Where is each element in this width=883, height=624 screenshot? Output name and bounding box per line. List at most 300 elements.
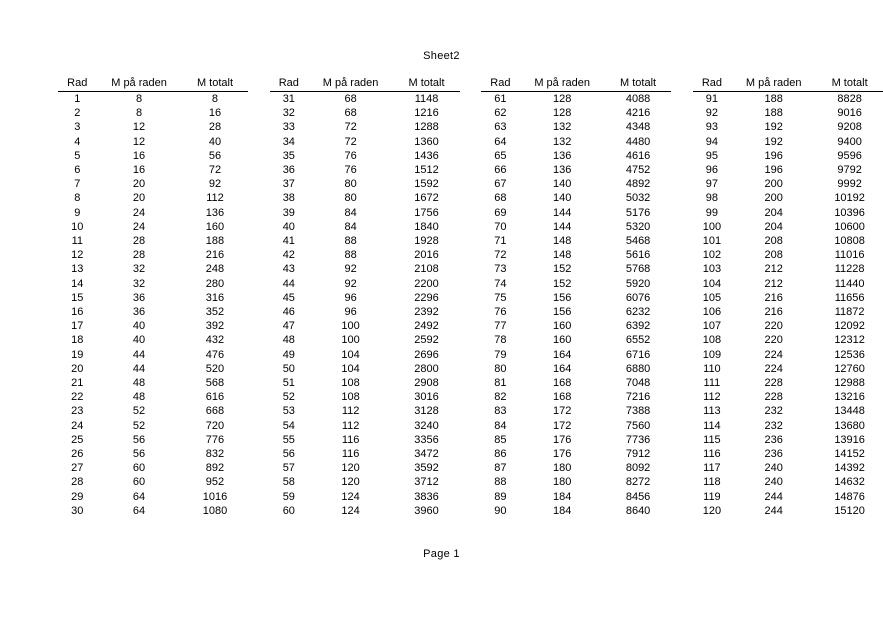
table-cell: 1216 xyxy=(414,107,439,120)
column-header: M på raden xyxy=(731,76,816,92)
table-cell: 120 xyxy=(702,504,722,517)
table-row xyxy=(693,92,883,107)
table-row xyxy=(693,277,883,291)
table-cell: 23 xyxy=(71,405,84,418)
table-header-row xyxy=(693,76,883,92)
table-row xyxy=(481,92,671,107)
column-header: M på raden xyxy=(520,76,605,92)
table-cell: 29 xyxy=(71,490,84,503)
table-row xyxy=(58,362,248,376)
table-cell: 92 xyxy=(208,178,222,191)
table-cell: 12 xyxy=(132,135,146,148)
table-row xyxy=(58,248,248,262)
table-cell: 71 xyxy=(494,235,507,248)
table-row xyxy=(693,262,883,276)
table-row xyxy=(270,447,460,461)
table-row xyxy=(481,376,671,390)
table-cell: 73 xyxy=(494,263,507,276)
table-row xyxy=(270,177,460,191)
table-cell: 28 xyxy=(208,121,222,134)
table-cell: 52 xyxy=(132,405,146,418)
table-row xyxy=(481,475,671,489)
table-cell: 28 xyxy=(132,249,146,262)
table-cell: 3128 xyxy=(414,405,439,418)
table-cell: 12092 xyxy=(834,320,865,333)
page-footer: Page 1 xyxy=(423,548,460,560)
table-row xyxy=(481,447,671,461)
table-row xyxy=(693,248,883,262)
table-cell: 84 xyxy=(494,419,507,432)
table-cell: 27 xyxy=(71,462,84,475)
table-cell: 6 xyxy=(74,164,81,177)
data-table xyxy=(693,76,883,518)
table-row xyxy=(58,404,248,418)
table-cell: 63 xyxy=(494,121,507,134)
table-cell: 4 xyxy=(74,135,81,148)
table-cell: 68 xyxy=(494,192,507,205)
table-cell: 103 xyxy=(702,263,722,276)
table-row xyxy=(481,348,671,362)
table-cell: 80 xyxy=(494,362,507,375)
table-row xyxy=(693,191,883,205)
table-cell: 22 xyxy=(71,391,84,404)
table-cell: 616 xyxy=(205,391,225,404)
table-cell: 8 xyxy=(74,192,81,205)
table-cell: 115 xyxy=(703,433,721,446)
table-cell: 86 xyxy=(494,448,507,461)
table-row xyxy=(481,404,671,418)
table-row xyxy=(481,362,671,376)
table-cell: 28 xyxy=(71,476,84,489)
table-cell: 156 xyxy=(552,306,572,319)
table-cell: 12 xyxy=(132,121,146,134)
table-cell: 228 xyxy=(764,391,783,404)
table-cell: 20 xyxy=(132,192,146,205)
table-cell: 8 xyxy=(135,93,143,105)
table-cell: 128 xyxy=(552,107,572,120)
table-cell: 9400 xyxy=(837,135,862,148)
table-cell: 152 xyxy=(552,277,572,290)
table-cell: 568 xyxy=(205,377,225,390)
table-cell: 58 xyxy=(282,476,295,489)
table-cell: 13216 xyxy=(834,391,865,404)
table-cell: 20 xyxy=(71,362,84,375)
table-row xyxy=(693,149,883,163)
table-cell: 112 xyxy=(341,405,360,418)
table-cell: 60 xyxy=(282,504,295,517)
table-cell: 176 xyxy=(552,448,572,461)
table-cell: 57 xyxy=(282,462,295,475)
table-row xyxy=(58,191,248,205)
table-cell: 5032 xyxy=(625,192,651,205)
table-cell: 96 xyxy=(344,291,357,304)
table-cell: 5616 xyxy=(625,249,651,262)
table-cell: 68 xyxy=(344,107,357,120)
table-cell: 1840 xyxy=(414,220,439,233)
table-cell: 244 xyxy=(764,490,783,503)
table-row xyxy=(58,120,248,134)
table-row xyxy=(693,461,883,475)
table-cell: 7736 xyxy=(625,433,651,446)
table-row xyxy=(58,475,248,489)
table-row xyxy=(58,419,248,433)
table-cell: 52 xyxy=(132,419,146,432)
table-cell: 99 xyxy=(705,206,719,219)
table-cell: 668 xyxy=(205,405,225,418)
table-cell: 216 xyxy=(764,306,783,319)
table-cell: 89 xyxy=(494,490,507,503)
table-cell: 392 xyxy=(205,320,225,333)
table-cell: 216 xyxy=(205,249,225,262)
table-cell: 3712 xyxy=(414,476,439,489)
table-row xyxy=(693,177,883,191)
table-cell: 11016 xyxy=(834,249,865,262)
table-row xyxy=(58,490,248,504)
table-cell: 9992 xyxy=(837,178,862,191)
table-cell: 132 xyxy=(552,121,572,134)
table-cell: 116 xyxy=(341,433,360,446)
table-cell: 76 xyxy=(344,149,357,162)
table-cell: 244 xyxy=(764,504,783,517)
table-cell: 228 xyxy=(764,377,783,390)
table-cell: 172 xyxy=(552,419,572,432)
table-row xyxy=(58,291,248,305)
table-cell: 11228 xyxy=(834,263,865,276)
table-cell: 7560 xyxy=(625,419,651,432)
table-cell: 7216 xyxy=(625,391,651,404)
table-cell: 61 xyxy=(494,93,507,105)
table-cell: 132 xyxy=(552,135,572,148)
table-cell: 16 xyxy=(132,149,146,162)
table-cell: 180 xyxy=(552,462,572,475)
table-row xyxy=(693,319,883,333)
table-cell: 1016 xyxy=(202,490,228,503)
table-cell: 3016 xyxy=(414,391,439,404)
table-row xyxy=(693,163,883,177)
table-cell: 11440 xyxy=(834,277,865,290)
table-cell: 24 xyxy=(132,220,146,233)
table-cell: 3472 xyxy=(414,448,439,461)
table-cell: 184 xyxy=(552,490,572,503)
table-cell: 2392 xyxy=(414,306,439,319)
table-cell: 12312 xyxy=(834,334,865,347)
table-cell: 9016 xyxy=(837,107,862,120)
table-cell: 108 xyxy=(341,391,360,404)
table-row xyxy=(270,362,460,376)
table-row xyxy=(481,291,671,305)
table-cell: 188 xyxy=(764,107,783,120)
table-cell: 8 xyxy=(211,93,219,105)
table-cell: 94 xyxy=(705,135,719,148)
table-row xyxy=(481,234,671,248)
table-cell: 111 xyxy=(703,377,721,390)
table-cell: 65 xyxy=(494,149,507,162)
table-cell: 39 xyxy=(282,206,295,219)
table-row xyxy=(693,305,883,319)
table-cell: 72 xyxy=(494,249,507,262)
table-cell: 64 xyxy=(494,135,507,148)
table-cell: 35 xyxy=(282,149,295,162)
table-cell: 69 xyxy=(494,206,507,219)
table-cell: 212 xyxy=(764,277,783,290)
table-cell: 8828 xyxy=(837,93,862,105)
table-cell: 176 xyxy=(552,433,572,446)
table-row xyxy=(58,319,248,333)
table-cell: 18 xyxy=(71,334,84,347)
table-row xyxy=(693,135,883,149)
table-cell: 124 xyxy=(341,504,360,517)
table-cell: 78 xyxy=(494,334,507,347)
table-cell: 32 xyxy=(282,107,295,120)
table-cell: 16 xyxy=(208,107,222,120)
data-table xyxy=(270,76,460,518)
table-cell: 160 xyxy=(552,320,572,333)
table-cell: 10 xyxy=(71,220,84,233)
table-cell: 51 xyxy=(282,377,295,390)
table-cell: 120 xyxy=(341,476,360,489)
table-row xyxy=(270,504,460,518)
table-cell: 70 xyxy=(494,220,507,233)
table-cell: 34 xyxy=(282,135,295,148)
table-cell: 4348 xyxy=(625,121,651,134)
table-cell: 56 xyxy=(282,448,295,461)
table-cell: 156 xyxy=(552,291,572,304)
table-cell: 9 xyxy=(74,206,81,219)
table-cell: 11872 xyxy=(834,306,865,319)
table-cell: 104 xyxy=(341,362,360,375)
table-row xyxy=(58,177,248,191)
table-cell: 44 xyxy=(132,348,146,361)
table-row xyxy=(270,120,460,134)
column-header: Rad xyxy=(481,76,520,92)
table-cell: 136 xyxy=(552,149,572,162)
table-cell: 13448 xyxy=(834,405,865,418)
table-cell: 91 xyxy=(705,93,719,105)
table-row xyxy=(693,234,883,248)
table-cell: 96 xyxy=(705,164,719,177)
table-row xyxy=(270,376,460,390)
table-cell: 102 xyxy=(702,249,722,262)
table-cell: 10808 xyxy=(834,235,865,248)
table-cell: 106 xyxy=(702,306,722,319)
table-cell: 1756 xyxy=(414,206,439,219)
table-row xyxy=(270,348,460,362)
table-cell: 74 xyxy=(494,277,507,290)
table-cell: 200 xyxy=(764,192,783,205)
table-cell: 98 xyxy=(705,192,719,205)
table-cell: 6232 xyxy=(625,306,651,319)
table-cell: 32 xyxy=(132,263,146,276)
table-cell: 12988 xyxy=(834,377,865,390)
table-cell: 128 xyxy=(552,93,572,105)
table-cell: 104 xyxy=(341,348,360,361)
table-cell: 12760 xyxy=(834,362,865,375)
table-cell: 54 xyxy=(282,419,295,432)
table-cell: 79 xyxy=(494,348,507,361)
table-cell: 14152 xyxy=(834,448,865,461)
table-cell: 240 xyxy=(764,462,783,475)
table-cell: 216 xyxy=(764,291,783,304)
table-cell: 80 xyxy=(344,178,357,191)
table-row xyxy=(270,433,460,447)
table-cell: 43 xyxy=(282,263,295,276)
table-cell: 95 xyxy=(705,149,719,162)
table-row xyxy=(481,163,671,177)
table-row xyxy=(481,390,671,404)
table-cell: 101 xyxy=(702,235,722,248)
table-row xyxy=(481,262,671,276)
table-row xyxy=(481,220,671,234)
table-row xyxy=(58,206,248,220)
table-cell: 25 xyxy=(71,433,84,446)
table-cell: 204 xyxy=(764,206,783,219)
table-cell: 92 xyxy=(344,277,357,290)
table-row xyxy=(270,475,460,489)
table-cell: 26 xyxy=(71,448,84,461)
table-cell: 140 xyxy=(552,178,572,191)
column-header: M totalt xyxy=(816,76,883,92)
table-row xyxy=(693,447,883,461)
table-cell: 82 xyxy=(494,391,507,404)
table-cell: 112 xyxy=(206,192,224,205)
table-cell: 76 xyxy=(344,164,357,177)
table-row xyxy=(481,206,671,220)
table-cell: 124 xyxy=(341,490,360,503)
table-row xyxy=(481,504,671,518)
table-cell: 92 xyxy=(344,263,357,276)
table-cell: 2108 xyxy=(414,263,439,276)
table-cell: 8456 xyxy=(625,490,651,503)
table-cell: 87 xyxy=(494,462,507,475)
table-cell: 21 xyxy=(71,377,84,390)
table-cell: 30 xyxy=(71,504,84,517)
table-row xyxy=(58,376,248,390)
table-cell: 75 xyxy=(494,291,507,304)
table-cell: 83 xyxy=(494,405,507,418)
table-row xyxy=(270,461,460,475)
table-cell: 40 xyxy=(282,220,295,233)
table-cell: 164 xyxy=(552,348,572,361)
table-cell: 144 xyxy=(552,220,572,233)
table-cell: 352 xyxy=(205,306,225,319)
table-cell: 224 xyxy=(764,362,783,375)
table-cell: 7048 xyxy=(625,377,651,390)
table-cell: 3356 xyxy=(414,433,439,446)
table-row xyxy=(58,135,248,149)
table-cell: 49 xyxy=(282,348,295,361)
table-cell: 192 xyxy=(764,135,783,148)
table-cell: 48 xyxy=(132,377,146,390)
table-block xyxy=(693,76,883,518)
table-cell: 180 xyxy=(552,476,572,489)
table-cell: 33 xyxy=(282,121,295,134)
table-row xyxy=(481,191,671,205)
table-row xyxy=(270,333,460,347)
table-row xyxy=(693,390,883,404)
table-cell: 93 xyxy=(705,121,719,134)
table-cell: 476 xyxy=(205,348,225,361)
table-cell: 520 xyxy=(205,362,225,375)
table-cell: 5176 xyxy=(625,206,651,219)
table-cell: 36 xyxy=(132,291,146,304)
table-row xyxy=(58,92,248,107)
table-cell: 7 xyxy=(74,178,81,191)
table-row xyxy=(270,319,460,333)
table-row xyxy=(270,92,460,107)
table-cell: 4480 xyxy=(625,135,651,148)
table-cell: 4616 xyxy=(625,149,651,162)
table-cell: 90 xyxy=(494,504,507,517)
table-cell: 9792 xyxy=(837,164,862,177)
table-cell: 47 xyxy=(282,320,295,333)
table-row xyxy=(58,390,248,404)
column-header: Rad xyxy=(693,76,732,92)
table-cell: 136 xyxy=(205,206,225,219)
table-cell: 108 xyxy=(702,334,722,347)
table-cell: 114 xyxy=(703,419,721,432)
table-cell: 113 xyxy=(703,405,721,418)
table-row xyxy=(481,419,671,433)
table-row xyxy=(58,447,248,461)
table-cell: 11 xyxy=(71,235,83,248)
table-cell: 116 xyxy=(341,448,360,461)
table-cell: 2800 xyxy=(414,362,439,375)
table-cell: 232 xyxy=(764,419,783,432)
table-cell: 952 xyxy=(205,476,225,489)
table-row xyxy=(270,277,460,291)
table-cell: 6552 xyxy=(625,334,651,347)
table-cell: 172 xyxy=(552,405,572,418)
table-cell: 5320 xyxy=(625,220,651,233)
table-cell: 1 xyxy=(74,93,81,105)
table-cell: 1672 xyxy=(414,192,439,205)
table-cell: 160 xyxy=(552,334,572,347)
table-cell: 72 xyxy=(344,121,357,134)
table-cell: 59 xyxy=(282,490,295,503)
table-row xyxy=(693,106,883,120)
table-cell: 236 xyxy=(764,448,783,461)
table-cell: 208 xyxy=(764,249,783,262)
table-cell: 48 xyxy=(132,391,146,404)
table-row xyxy=(58,262,248,276)
table-cell: 5768 xyxy=(625,263,651,276)
table-cell: 100 xyxy=(702,220,722,233)
table-cell: 80 xyxy=(344,192,357,205)
table-cell: 112 xyxy=(703,391,721,404)
table-cell: 2492 xyxy=(414,320,439,333)
table-cell: 832 xyxy=(205,448,225,461)
table-cell: 10396 xyxy=(834,206,865,219)
table-cell: 16 xyxy=(71,306,84,319)
table-cell: 20 xyxy=(132,178,146,191)
table-cell: 316 xyxy=(205,291,225,304)
table-cell: 144 xyxy=(552,206,572,219)
table-cell: 11656 xyxy=(834,291,865,304)
table-cell: 120 xyxy=(341,462,360,475)
table-cell: 19 xyxy=(71,348,84,361)
table-cell: 84 xyxy=(344,220,357,233)
data-table xyxy=(58,76,248,518)
table-row xyxy=(481,305,671,319)
table-cell: 240 xyxy=(764,476,783,489)
table-cell: 84 xyxy=(344,206,357,219)
table-cell: 168 xyxy=(552,377,572,390)
table-cell: 15 xyxy=(71,291,84,304)
table-cell: 892 xyxy=(205,462,225,475)
table-cell: 44 xyxy=(132,362,146,375)
table-cell: 220 xyxy=(764,320,783,333)
table-cell: 41 xyxy=(282,235,295,248)
